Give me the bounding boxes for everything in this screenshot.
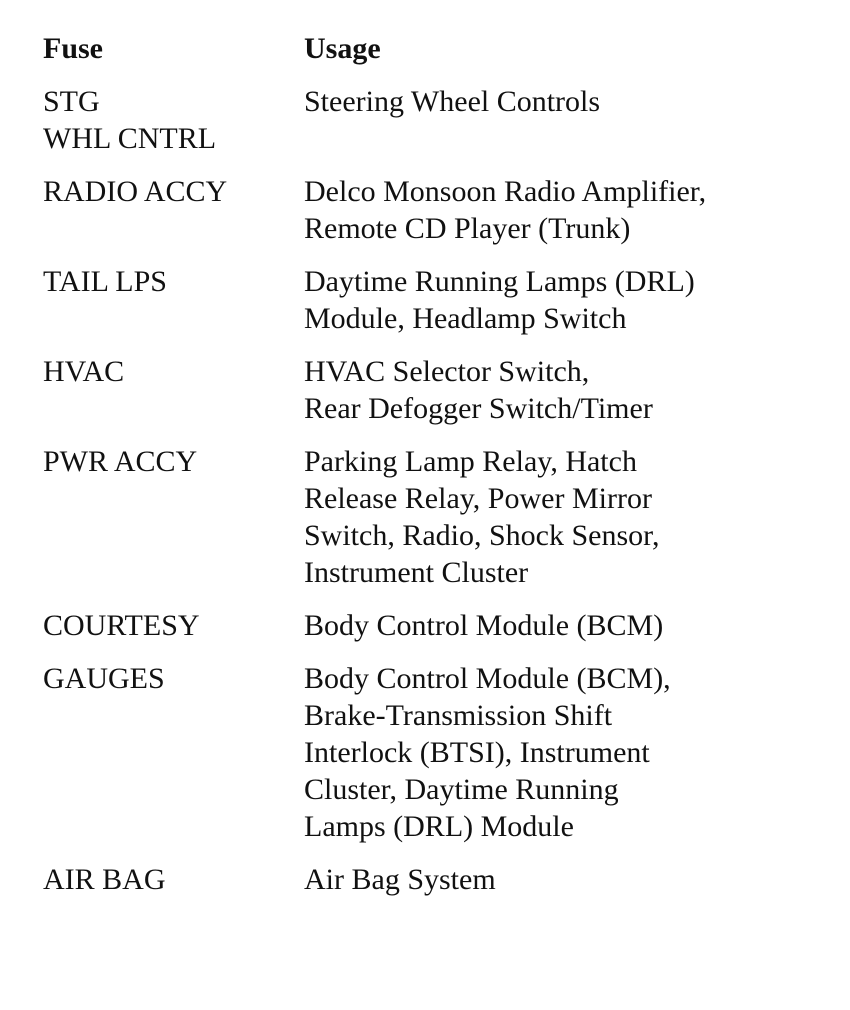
fuse-column-header: Fuse xyxy=(43,32,103,65)
fuse-usage: Air Bag System xyxy=(304,863,496,896)
table-row xyxy=(43,607,823,660)
table-row xyxy=(43,83,823,173)
header-row xyxy=(43,30,823,83)
fuse-usage: Delco Monsoon Radio Amplifier, Remote CD Player (Trunk) xyxy=(304,175,707,245)
fuse-name: RADIO ACCY xyxy=(43,175,228,208)
table-body xyxy=(43,83,823,914)
table-row xyxy=(43,263,823,353)
fuse-usage: Steering Wheel Controls xyxy=(304,85,601,118)
fuse-name: STG WHL CNTRL xyxy=(43,85,217,155)
table-row xyxy=(43,660,823,861)
table-row xyxy=(43,173,823,263)
fuse-usage-table xyxy=(43,30,823,914)
fuse-usage: Body Control Module (BCM) xyxy=(304,609,664,642)
table-header xyxy=(43,30,823,83)
table-row xyxy=(43,443,823,607)
fuse-usage: Parking Lamp Relay, Hatch Release Relay, Power Mirror Switch, Radio, Shock Sensor, Instrument Cluster xyxy=(304,445,660,589)
fuse-name: PWR ACCY xyxy=(43,445,198,478)
fuse-name: COURTESY xyxy=(43,609,200,642)
fuse-name: HVAC xyxy=(43,355,125,388)
table-row xyxy=(43,353,823,443)
table-row xyxy=(43,861,823,914)
fuse-usage: HVAC Selector Switch, Rear Defogger Switch/Timer xyxy=(304,355,653,425)
fuse-name: TAIL LPS xyxy=(43,265,167,298)
fuse-usage: Body Control Module (BCM), Brake-Transmission Shift Interlock (BTSI), Instrument Cluster, Daytime Running Lamps (DRL) Module xyxy=(304,662,671,843)
fuse-name: GAUGES xyxy=(43,662,165,695)
fuse-name: AIR BAG xyxy=(43,863,166,896)
fuse-usage: Daytime Running Lamps (DRL) Module, Headlamp Switch xyxy=(304,265,695,335)
usage-column-header: Usage xyxy=(304,32,381,65)
